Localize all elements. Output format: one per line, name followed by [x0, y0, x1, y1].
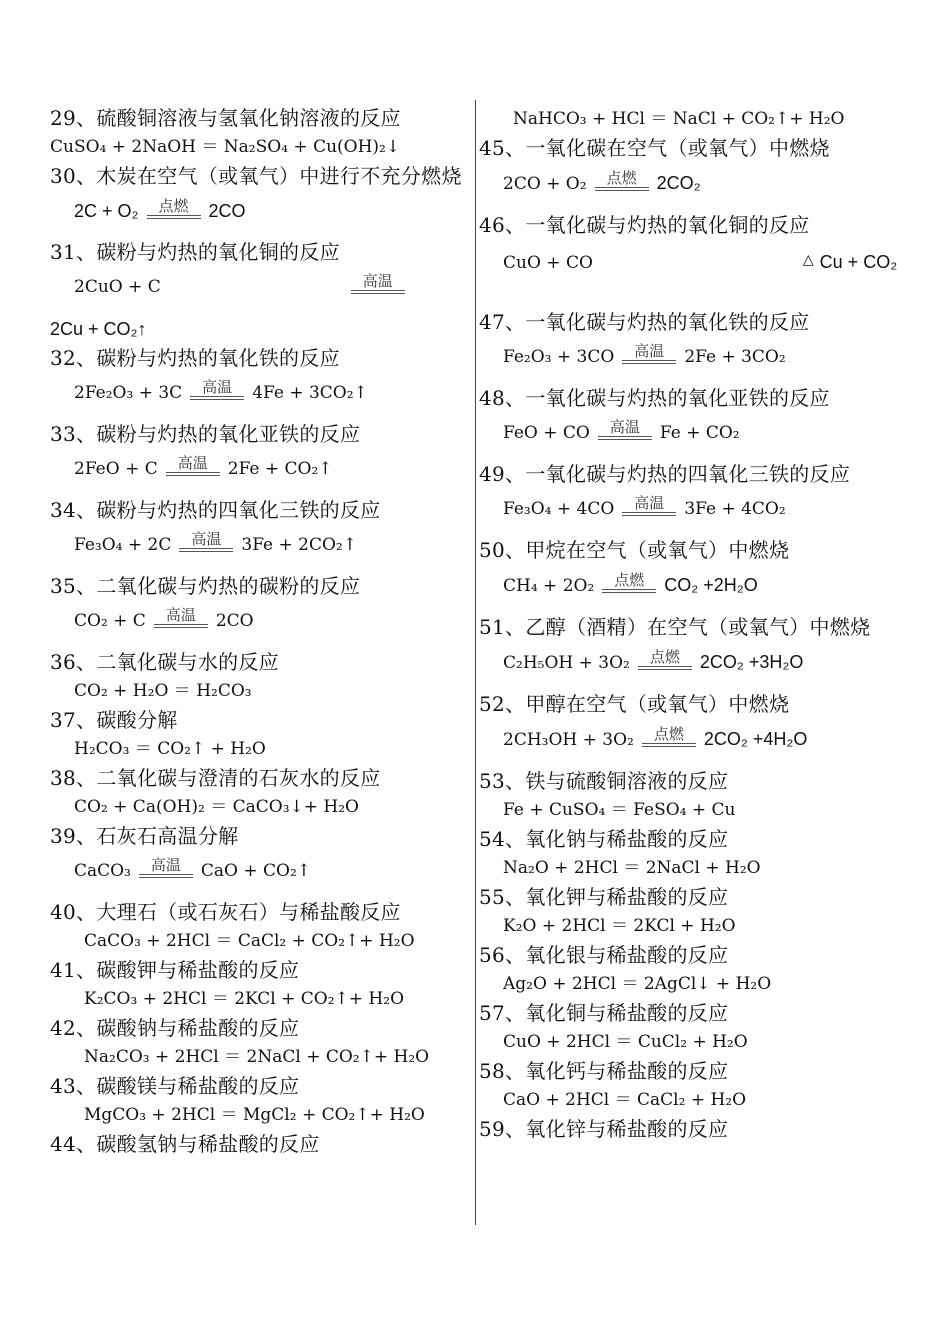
reactants: 2Fe₂O₃ + 3C: [74, 383, 183, 403]
condition-high-temp: 高温: [166, 456, 220, 476]
reaction-47-equation: [479, 342, 919, 372]
reaction-38-equation: CO₂ + Ca(OH)₂ ＝ CaCO₃↓+ H₂O: [74, 797, 359, 817]
reaction-37-equation: H₂CO₃ ＝ CO₂↑ + H₂O: [74, 739, 266, 759]
reaction-40-title: 40、大理石（或石灰石）与稀盐酸反应: [50, 900, 401, 924]
left-column: [50, 104, 475, 1158]
products: 2CO: [215, 611, 254, 631]
reaction-53-title: 53、铁与硫酸铜溶液的反应: [479, 769, 729, 793]
reaction-46-title: 46、一氧化碳与灼热的氧化铜的反应: [479, 213, 810, 237]
reaction-36-equation: CO₂ + H₂O ＝ H₂CO₃: [74, 681, 252, 701]
reaction-49-title: 49、一氧化碳与灼热的四氧化三铁的反应: [479, 462, 851, 486]
reaction-35-equation: [50, 606, 475, 636]
reactants: 2CO + O₂: [503, 174, 587, 194]
reaction-53-equation: Fe + CuSO₄ ＝ FeSO₄ + Cu: [503, 800, 736, 820]
products: 2Fe + 3CO₂: [684, 347, 786, 367]
reaction-32-title: 32、碳粉与灼热的氧化铁的反应: [50, 346, 340, 370]
reaction-30-title: 30、木炭在空气（或氧气）中进行不充分燃烧: [50, 164, 462, 188]
products: CaO + CO₂↑: [200, 861, 312, 881]
reactants: CH₄ + 2O₂: [503, 576, 595, 596]
column-divider: [475, 100, 476, 1225]
reaction-56-equation: Ag₂O + 2HCl ＝ 2AgCl↓ + H₂O: [503, 974, 772, 994]
reaction-52-title: 52、甲醇在空气（或氧气）中燃烧: [479, 692, 790, 716]
reaction-36-title: 36、二氧化碳与水的反应: [50, 650, 280, 674]
reaction-58-equation: CaO + 2HCl ＝ CaCl₂ + H₂O: [503, 1090, 747, 1110]
products: 2Fe + CO₂↑: [227, 459, 333, 479]
reaction-35-title: 35、二氧化碳与灼热的碳粉的反应: [50, 574, 361, 598]
products: 2CO₂: [656, 173, 701, 193]
reactants: CuO + CO: [503, 253, 593, 273]
reaction-31-products: 2Cu + CO₂↑: [50, 319, 147, 339]
condition-high-temp: 高温: [190, 380, 244, 400]
reactants: 2CH₃OH + 3O₂: [503, 730, 634, 750]
reaction-50-equation: [479, 570, 919, 601]
condition-ignite: 点燃: [638, 650, 692, 670]
reaction-29-title: 29、硫酸铜溶液与氢氧化钠溶液的反应: [50, 106, 401, 130]
reaction-44-title: 44、碳酸氢钠与稀盐酸的反应: [50, 1132, 320, 1156]
reactants: FeO + CO: [503, 423, 590, 443]
reaction-34-equation: [50, 530, 475, 560]
condition-high-temp: 高温: [622, 344, 676, 364]
reaction-55-equation: K₂O + 2HCl ＝ 2KCl + H₂O: [503, 916, 736, 936]
reaction-45-equation: [479, 168, 919, 199]
products: 4Fe + 3CO₂↑: [252, 383, 368, 403]
products: 2CO₂ +4H₂O: [703, 729, 808, 749]
reaction-59-title: 59、氧化锌与稀盐酸的反应: [479, 1117, 729, 1141]
condition-high-temp: 高温: [139, 858, 193, 878]
products: Fe + CO₂: [659, 423, 740, 443]
reaction-42-title: 42、碳酸钠与稀盐酸的反应: [50, 1016, 300, 1040]
reaction-40-equation: CaCO₃ + 2HCl ＝ CaCl₂ + CO₂↑+ H₂O: [84, 931, 415, 951]
condition-high-temp: 高温: [351, 274, 405, 294]
reaction-33-equation: [50, 454, 475, 484]
reaction-37-title: 37、碳酸分解: [50, 708, 178, 732]
reaction-39-equation: [50, 856, 475, 886]
reaction-51-title: 51、乙醇（酒精）在空气（或氧气）中燃烧: [479, 615, 871, 639]
condition-ignite: 点燃: [147, 199, 201, 219]
reaction-45-title: 45、一氧化碳在空气（或氧气）中燃烧: [479, 136, 830, 160]
reaction-31-equation: [50, 272, 475, 302]
condition-high-temp: 高温: [154, 608, 208, 628]
condition-ignite: 点燃: [595, 171, 649, 191]
reaction-42-equation: Na₂CO₃ + 2HCl ＝ 2NaCl + CO₂↑+ H₂O: [84, 1047, 430, 1067]
reaction-49-equation: [479, 494, 919, 524]
reaction-33-title: 33、碳粉与灼热的氧化亚铁的反应: [50, 422, 361, 446]
reaction-41-equation: K₂CO₃ + 2HCl ＝ 2KCl + CO₂↑+ H₂O: [84, 989, 405, 1009]
products: 3Fe + 4CO₂: [684, 499, 786, 519]
reaction-51-equation: [479, 647, 919, 678]
reactants: CaCO₃: [74, 861, 131, 881]
reaction-46-equation: [479, 245, 919, 278]
condition-ignite: 点燃: [602, 573, 656, 593]
reaction-48-equation: [479, 418, 919, 448]
products: 3Fe + 2CO₂↑: [241, 535, 357, 555]
products: CO₂ +2H₂O: [664, 575, 758, 595]
reaction-58-title: 58、氧化钙与稀盐酸的反应: [479, 1059, 729, 1083]
reaction-29-equation: CuSO₄ + 2NaOH ＝ Na₂SO₄ + Cu(OH)₂↓: [50, 137, 401, 157]
condition-high-temp: 高温: [598, 420, 652, 440]
reactants: 2CuO + C: [74, 277, 161, 297]
reaction-43-title: 43、碳酸镁与稀盐酸的反应: [50, 1074, 300, 1098]
condition-high-temp: 高温: [622, 496, 676, 516]
reactants: 2C + O₂: [74, 201, 139, 221]
reaction-43-equation: MgCO₃ + 2HCl ＝ MgCl₂ + CO₂↑+ H₂O: [84, 1105, 425, 1125]
reaction-57-title: 57、氧化铜与稀盐酸的反应: [479, 1001, 729, 1025]
products: 2CO₂ +3H₂O: [699, 652, 804, 672]
reaction-50-title: 50、甲烷在空气（或氧气）中燃烧: [479, 538, 790, 562]
reaction-41-title: 41、碳酸钾与稀盐酸的反应: [50, 958, 300, 982]
right-column: [479, 104, 919, 1143]
reactants: C₂H₅OH + 3O₂: [503, 653, 630, 673]
products: 2CO: [208, 201, 246, 221]
reaction-39-title: 39、石灰石高温分解: [50, 824, 239, 848]
reaction-44-equation: NaHCO₃ + HCl ＝ NaCl + CO₂↑+ H₂O: [513, 109, 845, 129]
reactants: Fe₃O₄ + 4CO: [503, 499, 615, 519]
reactants: Fe₃O₄ + 2C: [74, 535, 172, 555]
reaction-32-equation: [50, 378, 475, 408]
reactants: CO₂ + C: [74, 611, 146, 631]
reaction-57-equation: CuO + 2HCl ＝ CuCl₂ + H₂O: [503, 1032, 748, 1052]
products: Cu + CO₂: [819, 252, 898, 272]
reaction-55-title: 55、氧化钾与稀盐酸的反应: [479, 885, 729, 909]
condition-ignite: 点燃: [642, 727, 696, 747]
reaction-54-equation: Na₂O + 2HCl ＝ 2NaCl + H₂O: [503, 858, 761, 878]
heat-triangle-icon: △: [802, 252, 814, 268]
reaction-54-title: 54、氧化钠与稀盐酸的反应: [479, 827, 729, 851]
reaction-47-title: 47、一氧化碳与灼热的氧化铁的反应: [479, 310, 810, 334]
reaction-30-equation: [50, 196, 475, 226]
reaction-52-equation: [479, 724, 919, 755]
reaction-34-title: 34、碳粉与灼热的四氧化三铁的反应: [50, 498, 381, 522]
reaction-31-title: 31、碳粉与灼热的氧化铜的反应: [50, 240, 340, 264]
reactants: 2FeO + C: [74, 459, 158, 479]
reaction-38-title: 38、二氧化碳与澄清的石灰水的反应: [50, 766, 381, 790]
reactants: Fe₂O₃ + 3CO: [503, 347, 615, 367]
condition-high-temp: 高温: [179, 532, 233, 552]
reaction-56-title: 56、氧化银与稀盐酸的反应: [479, 943, 729, 967]
reaction-48-title: 48、一氧化碳与灼热的氧化亚铁的反应: [479, 386, 830, 410]
